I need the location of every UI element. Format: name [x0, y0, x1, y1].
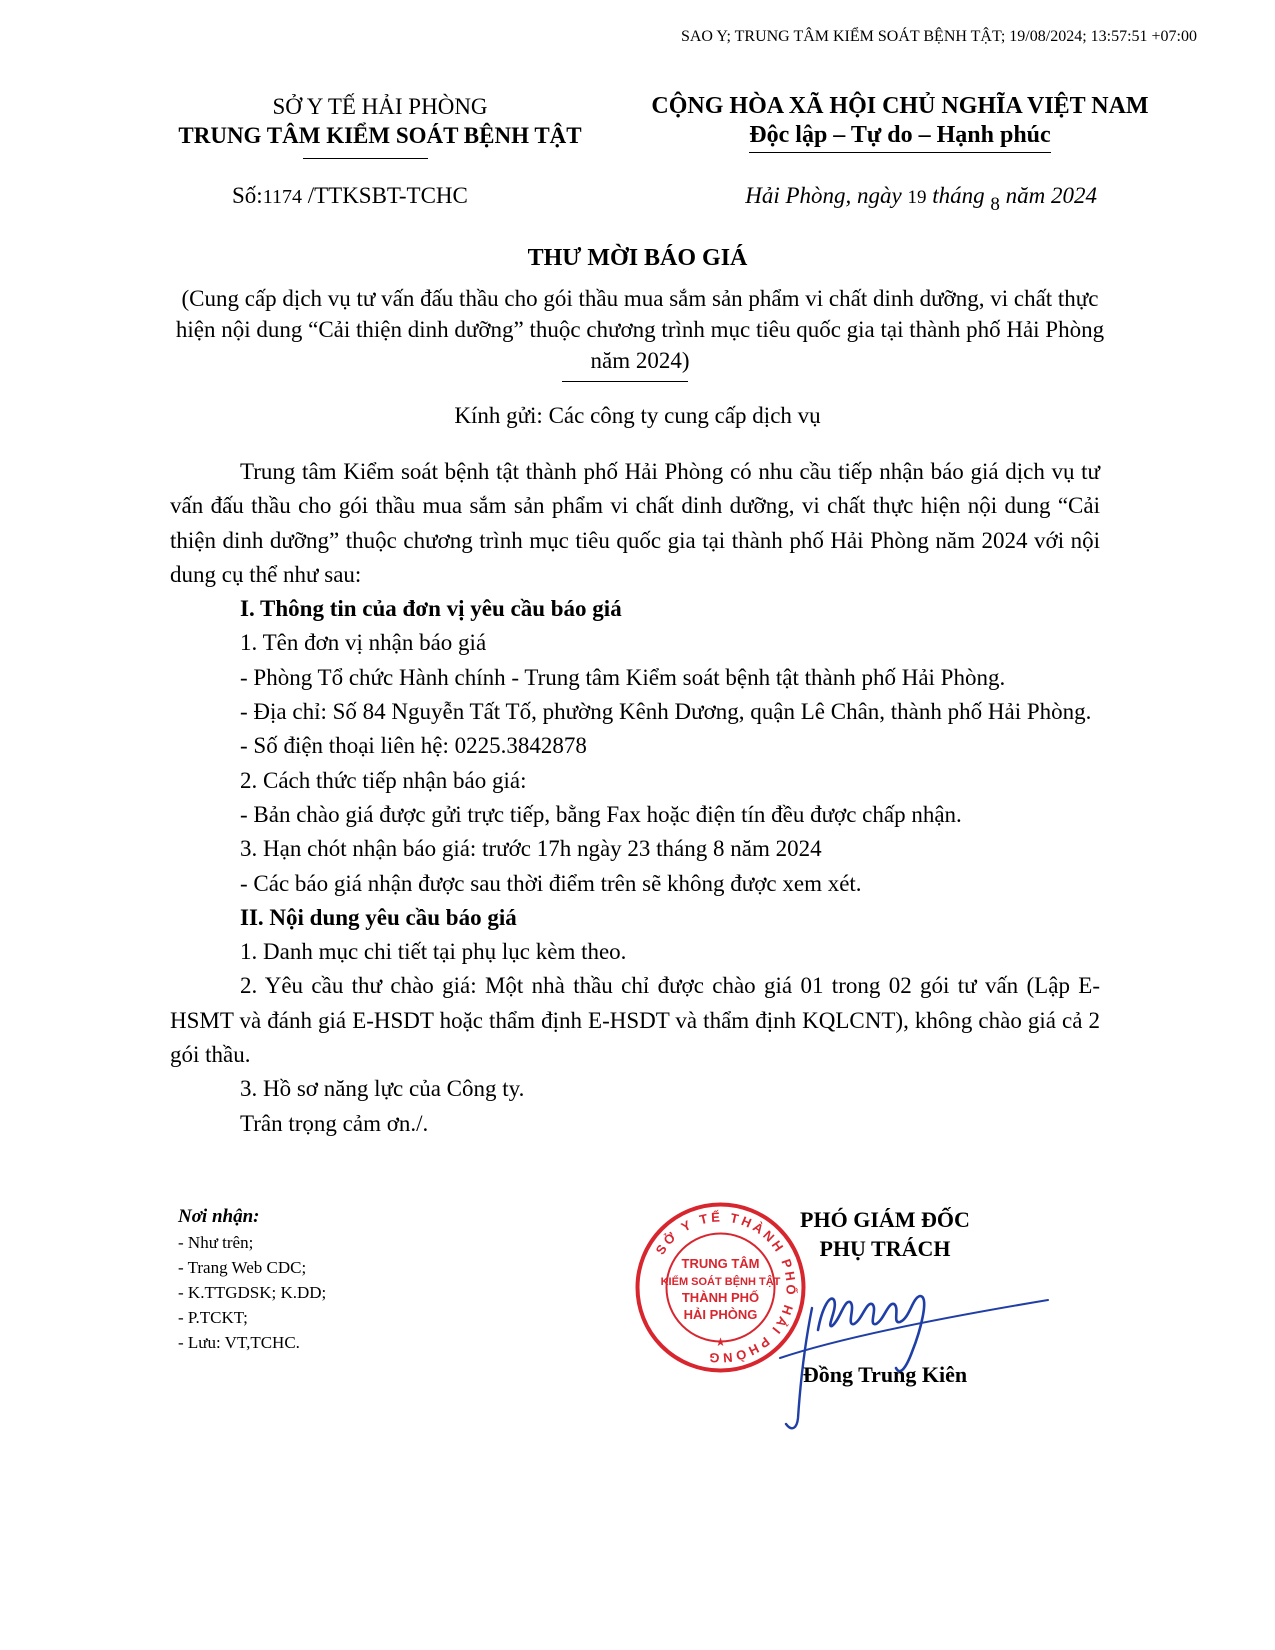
- document-subtitle: (Cung cấp dịch vụ tư vấn đấu thầu cho gói thầu mua sắm sản phẩm vi chất dinh dưỡng, vi chất thực hiện nội dung “Cải thiện dinh dưỡng” thuộc chương trình mục tiêu quốc gia tại thành phố Hải Phòng năm 2024): [175, 286, 1105, 373]
- official-seal: [633, 1200, 808, 1375]
- section-1-item: 2. Cách thức tiếp nhận báo giá:: [240, 767, 527, 793]
- section-2-item: 3. Hồ sơ năng lực của Công ty.: [240, 1076, 525, 1102]
- svg-text:KIỂM SOÁT BỆNH TẬT: KIỂM SOÁT BỆNH TẬT: [660, 1276, 781, 1288]
- section-1-item: - Địa chỉ: Số 84 Nguyễn Tất Tố, phường Kênh Dương, quận Lê Chân, thành phố Hải Phòng.: [240, 699, 1092, 725]
- section-2-heading: II. Nội dung yêu cầu báo giá: [240, 904, 517, 930]
- section-2-item: 1. Danh mục chi tiết tại phụ lục kèm theo.: [240, 939, 627, 965]
- agency-header: [150, 92, 610, 150]
- section-1-item: 3. Hạn chót nhận báo giá: trước 17h ngày 23 tháng 8 năm 2024: [240, 836, 822, 862]
- section-1-item: - Các báo giá nhận được sau thời điểm trên sẽ không được xem xét.: [240, 870, 862, 896]
- agency-divider: [303, 158, 428, 159]
- svg-text:★: ★: [715, 1335, 726, 1349]
- recipients-block: [178, 1204, 326, 1355]
- recipient-item: - Như trên;: [178, 1233, 254, 1252]
- document-title: THƯ MỜI BÁO GIÁ: [527, 245, 748, 271]
- svg-text:SỞ Y TẾ THÀNH PHỐ HẢI PHÒNG: SỞ Y TẾ THÀNH PHỐ HẢI PHÒNG: [652, 1209, 799, 1366]
- document-number-value: 1174: [262, 186, 302, 208]
- recipient-item: - Trang Web CDC;: [178, 1258, 307, 1277]
- national-header: [630, 92, 1170, 153]
- section-1-item: - Bản chào giá được gửi trực tiếp, bằng Fax hoặc điện tín đều được chấp nhận.: [240, 801, 962, 827]
- document-number: Số:1174 /TTKSBT-TCHC: [232, 183, 468, 208]
- section-1-item: - Số điện thoại liên hệ: 0225.3842878: [240, 733, 587, 759]
- date-day: 19: [907, 187, 927, 208]
- section-1-heading: I. Thông tin của đơn vị yêu cầu báo giá: [240, 596, 622, 622]
- recipient-item: - K.TTGDSK; K.DD;: [178, 1283, 327, 1302]
- section-1-item: 1. Tên đơn vị nhận báo giá: [240, 630, 487, 656]
- recipient-item: - P.TCKT;: [178, 1308, 248, 1327]
- digital-copy-stamp: SAO Y; TRUNG TÂM KIỂM SOÁT BỆNH TẬT; 19/08/2024; 13:57:51 +07:00: [680, 28, 1197, 45]
- national-motto: Độc lập – Tự do – Hạnh phúc: [749, 121, 1050, 153]
- nation-name: CỘNG HÒA XÃ HỘI CHỦ NGHĨA VIỆT NAM: [651, 93, 1149, 119]
- agency-name: TRUNG TÂM KIỂM SOÁT BỆNH TẬT: [178, 123, 582, 148]
- recipient-item: - Lưu: VT,TCHC.: [178, 1333, 300, 1352]
- date-month: 8: [990, 194, 1000, 215]
- recipients-heading: Nơi nhận:: [178, 1206, 260, 1227]
- svg-text:HẢI PHÒNG: HẢI PHÒNG: [683, 1307, 758, 1322]
- closing-line: Trân trọng cảm ơn./.: [240, 1110, 429, 1136]
- section-2-item: 2. Yêu cầu thư chào giá: Một nhà thầu chỉ được chào giá 01 trong 02 gói tư vấn (Lập E-HSMT và đánh giá E-HSDT hoặc thẩm định E-HSDT và thẩm định KQLCNT), không chào giá cả 2 gói thầu.: [170, 973, 1100, 1068]
- title-divider: [562, 381, 688, 382]
- document-date: Hải Phòng, ngày 19 tháng 8 năm 2024: [745, 183, 1097, 215]
- document-body: [170, 455, 1100, 1141]
- intro-paragraph: Trung tâm Kiểm soát bệnh tật thành phố Hải Phòng có nhu cầu tiếp nhận báo giá dịch vụ tư vấn đấu thầu cho gói thầu mua sắm sản phẩm vi chất dinh dưỡng, vi chất thực hiện nội dung “Cải thiện dinh dưỡng” thuộc chương trình mục tiêu quốc gia tại thành phố Hải Phòng năm 2024 với nội dung cụ thể như sau:: [170, 459, 1100, 587]
- svg-text:THÀNH PHỐ: THÀNH PHỐ: [681, 1290, 760, 1305]
- signer-name: Đồng Trung Kiên: [802, 1362, 968, 1387]
- greeting: Kính gửi: Các công ty cung cấp dịch vụ: [454, 403, 821, 428]
- signature-title: PHÓ GIÁM ĐỐC PHỤ TRÁCH: [800, 1207, 970, 1261]
- section-1-item: - Phòng Tổ chức Hành chính - Trung tâm Kiểm soát bệnh tật thành phố Hải Phòng.: [240, 664, 1006, 690]
- agency-parent: SỞ Y TẾ HẢI PHÒNG: [272, 94, 488, 119]
- svg-text:TRUNG TÂM: TRUNG TÂM: [681, 1256, 760, 1271]
